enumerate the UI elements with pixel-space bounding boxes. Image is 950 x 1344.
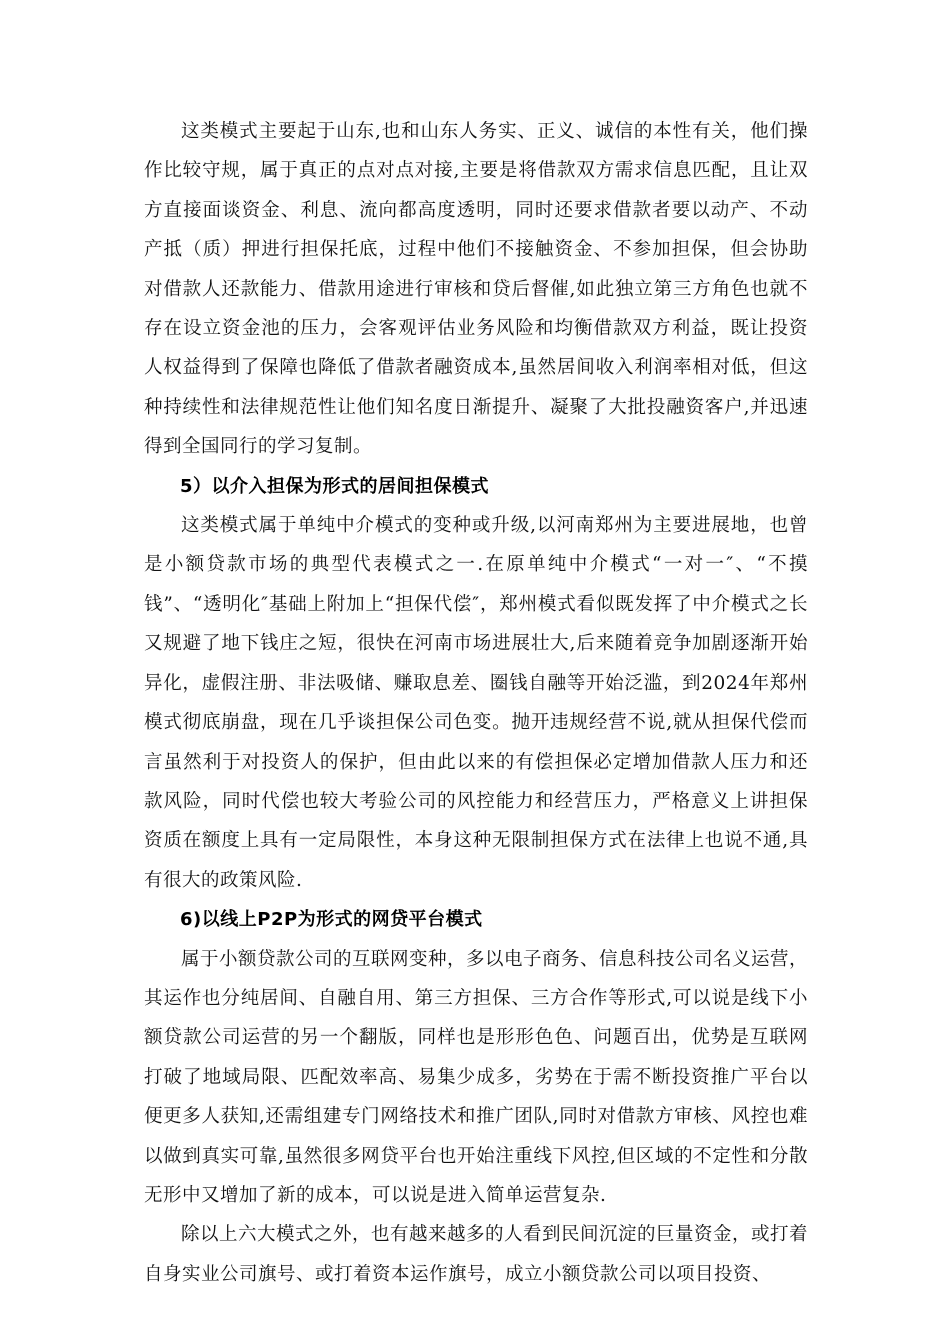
document-body — [144, 112, 808, 1294]
paragraph-other-models: 除以上六大模式之外，也有越来越多的人看到民间沉淀的巨量资金，或打着自身实业公司旗号、或打着资本运作旗号，成立小额贷款公司以项目投资、 — [144, 1224, 809, 1285]
paragraph-p2p-model: 属于小额贷款公司的互联网变种，多以电子商务、信息科技公司名义运营，其运作也分纯居间、自融自用、第三方担保、三方合作等形式,可以说是线下小额贷款公司运营的另一个翻版，同样也是形形色色、问题百出，优势是互联网打破了地域局限、匹配效率高、易集少成多，劣势在于需不断投资推广平台以便更多人获知,还需组建专门网络技术和推广团队,同时对借款方审核、风控也难以做到真实可靠,虽然很多网贷平台也开始注重线下风控,但区域的不定性和分散无形中又增加了新的成本，可以说是进入简单运营复杂. — [144, 948, 809, 1206]
paragraph-shandong-model: 这类模式主要起于山东,也和山东人务实、正义、诚信的本性有关，他们操作比较守规，属于真正的点对点对接,主要是将借款双方需求信息匹配，且让双方直接面谈资金、利息、流向都高度透明，同时还要求借款者要以动产、不动产抵（质）押进行担保托底，过程中他们不接触资金、不参加担保，但会协助对借款人还款能力、借款用途进行审核和贷后督催,如此独立第三方角色也就不存在设立资金池的压力，会客观评估业务风险和均衡借款双方利益，既让投资人权益得到了保障也降低了借款者融资成本,虽然居间收入利润率相对低，但这种持续性和法律规范性让他们知名度日渐提升、凝聚了大批投融资客户,并迅速得到全国同行的学习复制。 — [144, 121, 808, 458]
section-heading-5: 5）以介入担保为形式的居间担保模式 — [180, 475, 490, 497]
section-heading-6: 6)以线上P2P为形式的网贷平台模式 — [180, 909, 483, 931]
paragraph-zhengzhou-model: 这类模式属于单纯中介模式的变种或升级,以河南郑州为主要进展地，也曾是小额贷款市场的典型代表模式之一.在原单纯中介模式“一对一″、“不摸钱”、“透明化″基础上附加上“担保代偿″，郑州模式看似既发挥了中介模式之长又规避了地下钱庄之短，很快在河南市场进展壮大,后来随着竞争加剧逐渐开始异化，虚假注册、非法吸储、赚取息差、圈钱自融等开始泛滥，到2024年郑州模式彻底崩盘，现在几乎谈担保公司色变。抛开违规经营不说,就从担保代偿而言虽然利于对投资人的保护，但由此以来的有偿担保必定增加借款人压力和还款风险，同时代偿也较大考验公司的风控能力和经营压力，严格意义上讲担保资质在额度上具有一定局限性，本身这种无限制担保方式在法律上也说不通,具有很大的政策风险. — [144, 515, 808, 891]
